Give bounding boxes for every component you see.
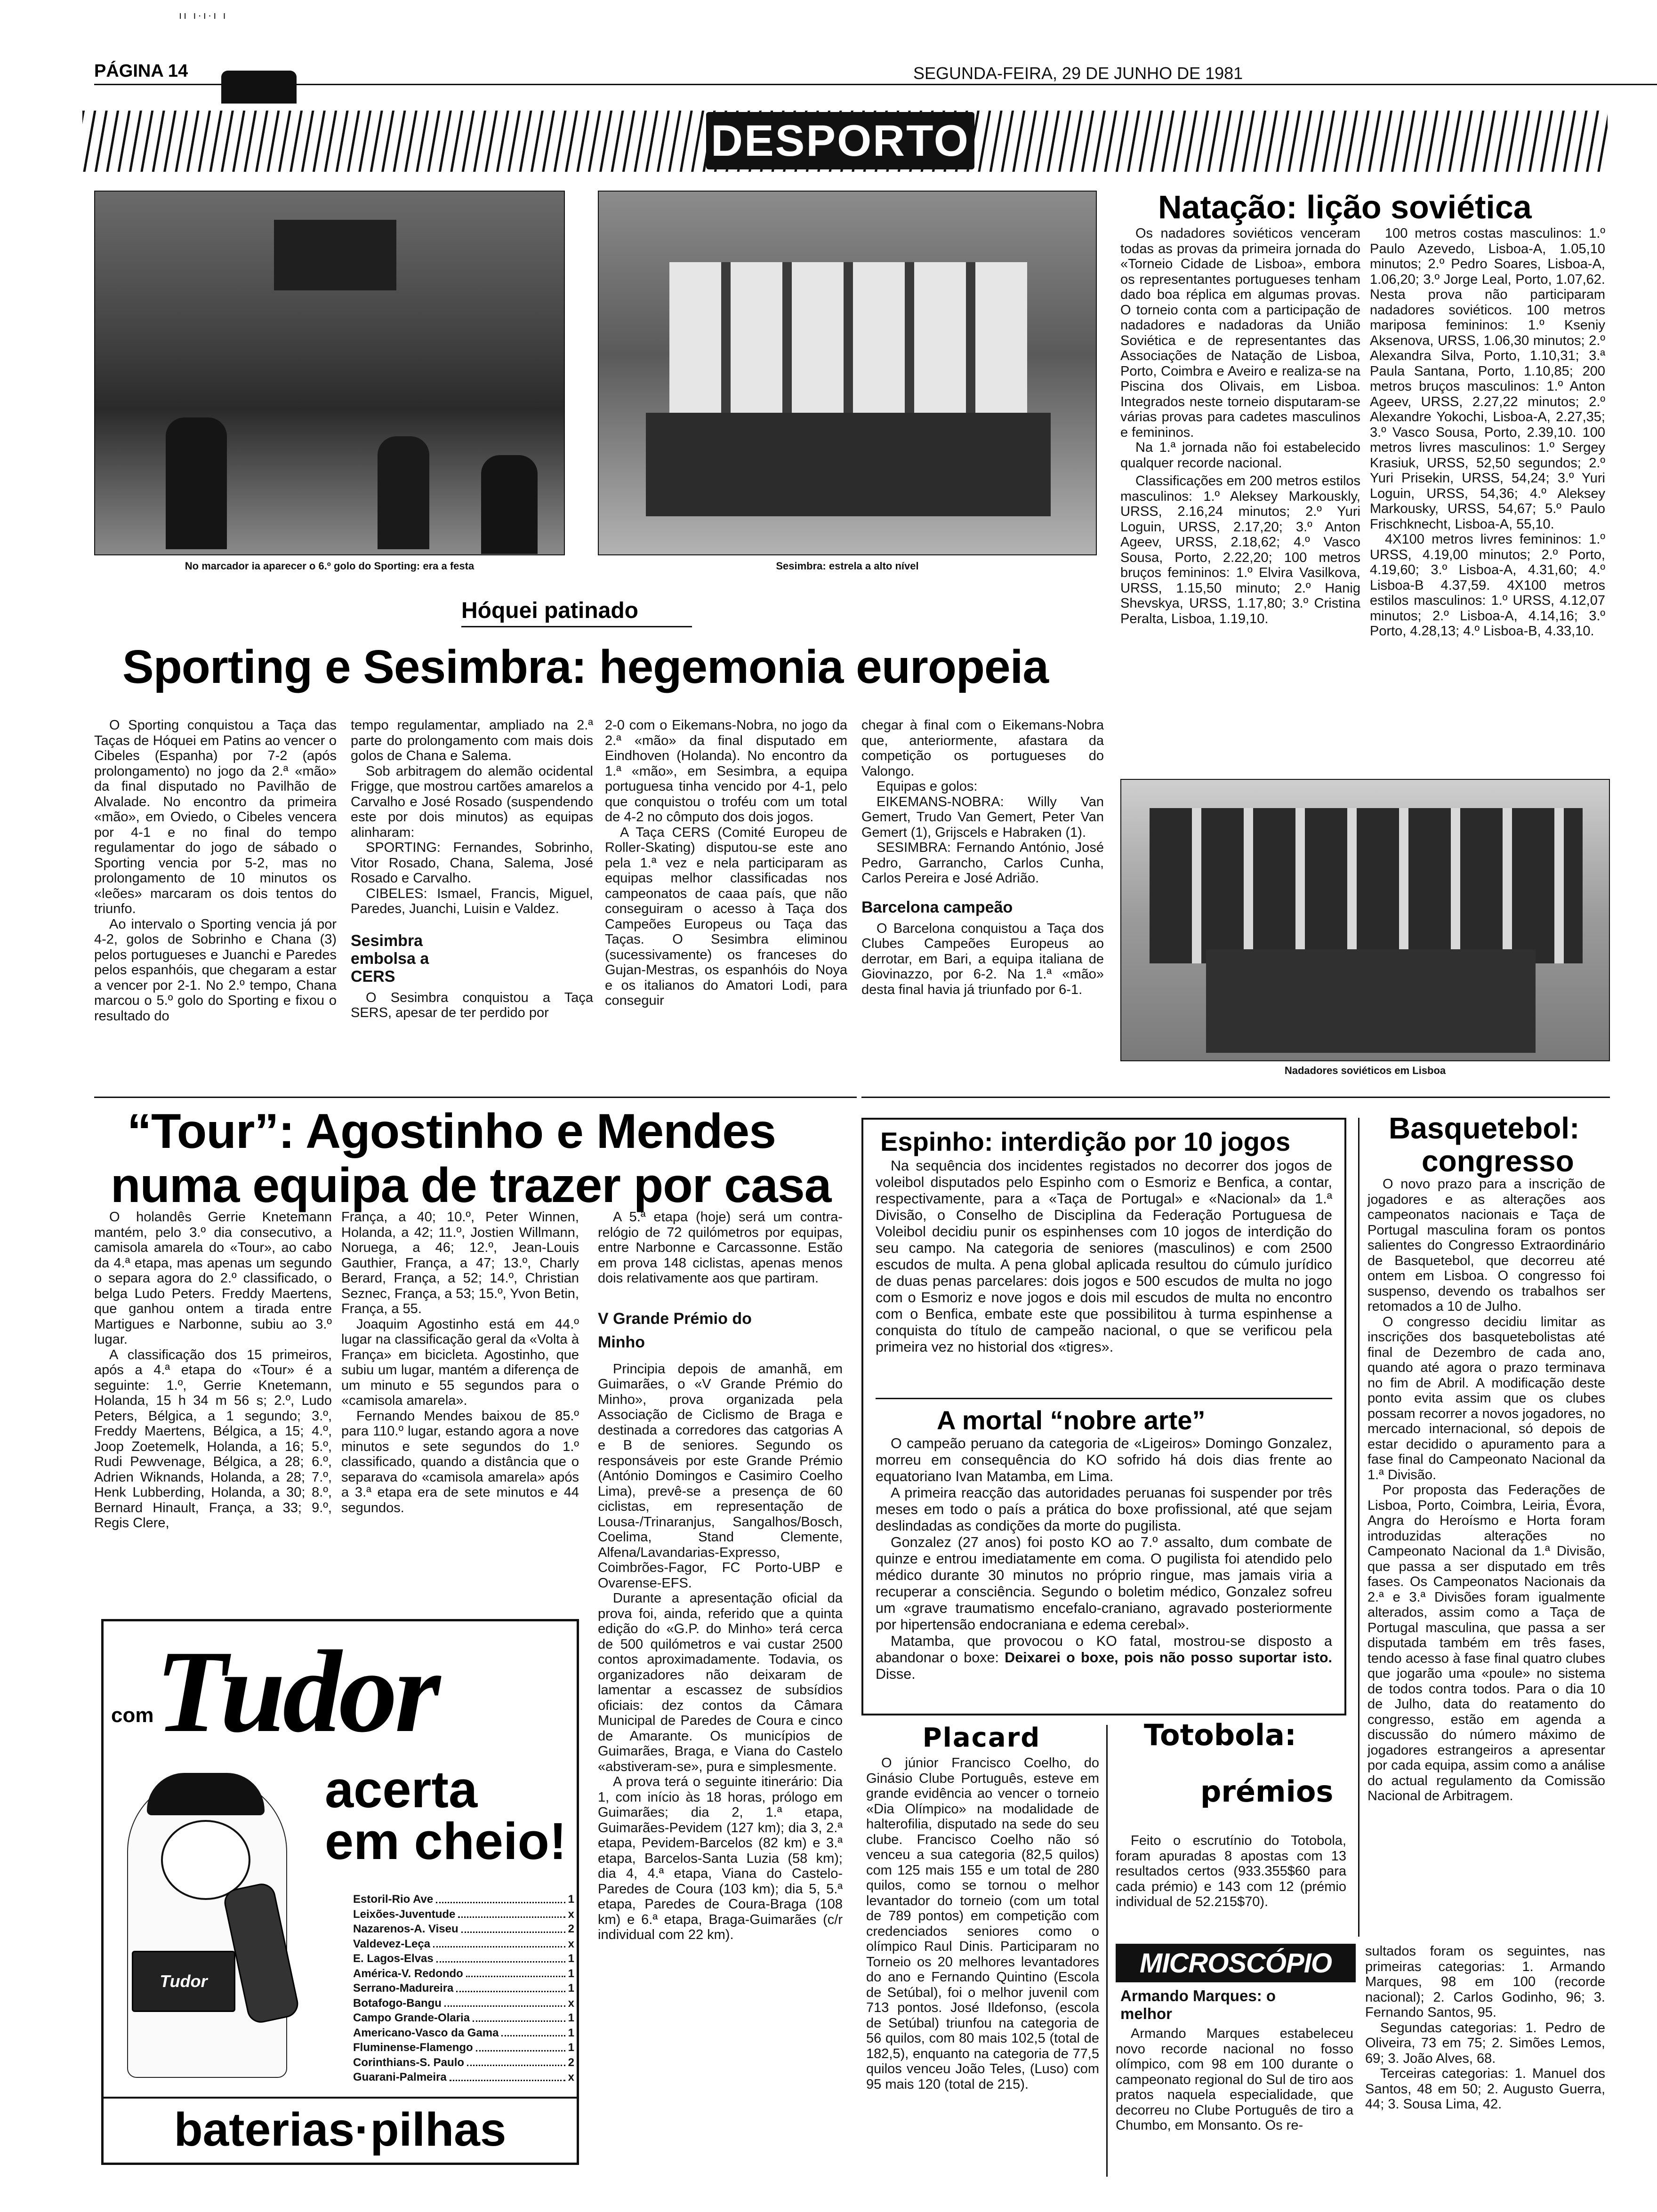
boxe-tail: Disse. (876, 1666, 916, 1682)
ad-game-name: Estoril-Rio Ave (353, 1893, 434, 1906)
ad-line1: acerta (325, 1761, 478, 1819)
ad-game-pick: 1 (568, 2026, 574, 2039)
basquete-title2: congresso (1422, 1144, 1574, 1178)
ad-game-pick: 1 (568, 2012, 574, 2024)
boxe-quote: Deixarei o boxe, pois não posso suportar isto. (1005, 1650, 1332, 1666)
espinho-title: Espinho: interdição por 10 jogos (880, 1127, 1291, 1156)
basquete-paragraph: O congresso decidiu limitar as inscrições dos basquetebolistas até final de Dezembro de cada ano, quando até agora o prazo terminava no fim de Abril. A modificação deste ponto evita assim que os clubes possam recorrer a novos jogadores, no mercado internacional, só depois de estar decidido o apuramento para a fase final do Campeonato Nacional da 1.ª Divisão. (1367, 1314, 1605, 1483)
ad-game-row (353, 2070, 574, 2085)
ad-game-name: Fluminense-Flamengo (353, 2041, 473, 2054)
tour-col2 (341, 1210, 579, 1515)
natacao-paragraph: Na 1.ª jornada não foi estabelecido qualquer recorde nacional. (1120, 440, 1360, 471)
ad-game-name: Leixões-Juventude (353, 1907, 456, 1921)
hoquei-title: Sporting e Sesimbra: hegemonia europeia (122, 641, 1049, 693)
natacao-paragraph: 4X100 metros livres femininos: 1.º URSS, 4.19,00 minutos; 2.º Porto, 4.19,60; 3.º Lisboa-A, 4.31,60; 4.º Lisboa-B 4.37,59. 4X100 metros estilos masculinos: 1.º URSS, 4.12,07 minutos; 2.º Lisboa-A, 4.14,16; 3.º Porto, 4.28,13; 4.º Lisboa-B, 4.33,10. (1370, 532, 1605, 639)
hoquei-paragraph: A Taça CERS (Comité Europeu de Roller-Skating) disputou-se este ano pela 1.ª vez e nela participaram as equipas melhor classificadas nos campeonatos de caaa país, que não conseguiram o acesso à Taça dos Campeões Europeus ou Taça das Taças. O Sesimbra eliminou (sucessivamente) os franceses do Gujan-Mestras, os espanhóis do Noya e os italianos do Amatori Lodi, para conseguir (605, 825, 847, 1008)
basquete-body (1367, 1177, 1605, 1804)
hoquei-paragraph: 2-0 com o Eikemans-Nobra, no jogo da 2.ª «mão» da final disputado em Eindhoven (Holanda). No encontro da 1.ª «mão», em Sesimbra, a equipa portuguesa tinha vencido por 4-1, pelo que conquistou o troféu com um total de 4-2 no cômputo dos dois jogos. (605, 718, 847, 825)
espinho-paragraph: Na sequência dos incidentes registados no decorrer dos jogos de voleibol disputados pelo Espinho com o Esmoriz e Benfica, a contar, respectivamente, para a «Taça de Portugal» e «Nacional» da 1.ª Divisão, o Conselho de Disciplina da Federação Portuguesa de Voleibol decidiu punir os espinhenses com 10 jogos de interdição do seu campo. Na categoria de seniores (masculinos) e com 2500 escudos de multa. A pena global aplicada resultou do cúmulo jurídico de duas penas parcelares: dois jogos e 500 escudos de multa no jogo com o Esmoriz e nove jogos e dois mil escudos de multa no encontro com o Benfica, embate este que possibilitou à turma espinhense a conquista do título de campeão nacional, o que se verificou pela primeira vez no historial dos «tigres». (876, 1158, 1332, 1355)
hoquei-col1 (94, 718, 337, 1024)
hoquei-paragraph: EIKEMANS-NOBRA: Willy Van Gemert, Trudo Van Gemert, Peter Van Gemert (1), Grijscels e Habraken (1). (861, 794, 1104, 840)
ad-game-name: Campo Grande-Olaria (353, 2012, 470, 2024)
totobola-title2: prémios (1200, 1774, 1334, 1809)
hoquei-paragraph: Sob arbitragem do alemão ocidental Frigge, que mostrou cartões amarelos a Carvalho e José Rosado (suspendendo este por dois minutos) as equipas alinharam: (351, 763, 593, 840)
ad-game-dots (444, 1996, 565, 2007)
hoquei-paragraph: CIBELES: Ismael, Francis, Miguel, Paredes, Juanchi, Luisin e Valdez. (351, 886, 593, 916)
ad-game-row (353, 2026, 574, 2041)
boxe-paragraph: O campeão peruano da categoria de «Ligeiros» Domingo Gonzalez, morreu em consequência do KO sofrido há dois dias frente ao equatoriano Ivan Matamba, em Lima. (876, 1435, 1332, 1484)
hoquei-paragraph: tempo regulamentar, ampliado na 2.ª parte do prolongamento com mais dois golos de Chana e Salema. (351, 718, 593, 763)
basquete-title1: Basquetebol: (1389, 1111, 1580, 1145)
ad-game-pick: 1 (568, 1893, 574, 1906)
ad-games-list (353, 1892, 574, 2085)
natacao-paragraph: Classificações em 200 metros estilos masculinos: 1.º Aleksey Markouskly, URSS, 2.16,24 minutos; 2.º Yuri Loguin, URSS, 2.17,20; 3.º Anton Ageev, URSS, 2.18,62; 4.º Vasco Sousa, Porto, 2.22,20; 100 metros bruços femininos: 1.º Elvira Vasilkova, URSS, 1.15,50 minuto; 2.º Hanig Shevskya, URSS, 1.17,80; 3.º Cristina Peralta, Lisboa, 1.19,10. (1120, 473, 1360, 626)
ad-game-name: E. Lagos-Elvas (353, 1952, 434, 1965)
boxe-paragraph: A primeira reacção das autoridades peruanas foi suspender por três meses em todo o país a prática do boxe profissional, até que sejam deslindadas as condições da morte do pugilista. (876, 1485, 1332, 1534)
ad-game-row (353, 1951, 574, 1966)
placard-title: Placard (922, 1723, 1041, 1753)
top-mark: ıı ı·ı·ı ı (179, 9, 228, 21)
hoquei-kicker: Hóquei patinado (461, 598, 638, 623)
battery-label: Tudor (160, 1972, 208, 1991)
date-line: SEGUNDA-FEIRA, 29 DE JUNHO DE 1981 (913, 64, 1243, 83)
espinho-body (876, 1158, 1332, 1355)
tour-paragraph: Joaquim Agostinho está em 44.º lugar na classificação geral da «Volta à França» em bicicleta. Agostinho, que subiu um lugar, mantém a diferença de um minuto e 55 segundos para o «camisola amarela». (341, 1316, 579, 1408)
scoreboard-shape (274, 220, 396, 290)
tour-paragraph: A classificação dos 15 primeiros, após a 4.ª etapa do «Tour» é a seguinte: 1.º, Gerrie Knetemann, Holanda, 15 h 34 m 56 s; 2.º, Ludo Peters, Bélgica, a 1 segundo; 3.º, Freddy Maertens, Bélgica, a 15; 4.º, Joop Zoetemelk, Holanda, a 16; 5.º, Rudi Pewvenage, Bélgica, a 28; 6.º, Adrien Wiknands, Holanda, a 28; 7.º, Henk Lubberding, Holanda, a 30; 8.º, Bernard Hinault, França, a 33; 9.º, Regis Clere, (94, 1347, 332, 1531)
boxe-paragraph (876, 1633, 1332, 1683)
divider (94, 1097, 857, 1098)
natacao-col2 (1370, 226, 1605, 639)
boxe-text: Matamba, que provocou o KO fatal, mostrou-se disposto a abandonar o boxe: (876, 1633, 1332, 1666)
tour-title-line2: numa equipa de trazer por casa (111, 1158, 831, 1213)
mascot-cap (147, 1773, 265, 1815)
hoquei-paragraph: chegar à final com o Eikemans-Nobra que, anteriormente, afastara da competição os portugueses do Valongo. (861, 718, 1104, 779)
boxe-body (876, 1435, 1332, 1683)
ad-game-pick: x (568, 1937, 574, 1950)
swimmers-row (1206, 949, 1536, 1053)
tiro-paragraph: Terceiras categorias: 1. Manuel dos Santos, 48 em 50; 2. Augusto Guerra, 44; 3. Sousa Lima, 42. (1365, 2066, 1605, 2112)
ad-game-row (353, 2040, 574, 2055)
hoquei-paragraph: SPORTING: Fernandes, Sobrinho, Vitor Rosado, Chana, Salema, José Rosado e Carvalho. (351, 840, 593, 886)
ad-game-name: Americano-Vasco da Gama (353, 2026, 499, 2039)
section-title-box (706, 112, 974, 169)
boxe-paragraph: Gonzalez (27 anos) foi posto KO ao 7.º assalto, dum combate de quinze e entrou imediatamente em coma. O pugilista foi atendido pelo médico durante 30 minutos no próprio ringue, mas jamais viria a recuperar a consciência. Segundo o boletim médico, Gonzalez sofreu um «grave traumatismo encefalo-craniano, agravado posteriormente por hipertensão endocraniana e edema cerebal». (876, 1534, 1332, 1633)
divider (876, 1398, 1332, 1399)
sesimbra-photo (598, 191, 1097, 555)
minho-paragraph: A prova terá o seguinte itinerário: Dia 1, com início às 18 horas, prólogo em Guimarães; dia 2, 1.ª etapa, Guimarães-Pevidem (127 km); dia 3, 2.ª etapa, Pevidem-Barcelos (82 km) e 3.ª etapa, Barcelos-Santa Luzia (58 km); dia 4, 4.ª etapa, Viana do Castelo-Paredes de Coura (103 km); dia 5, 5.ª etapa, Paredes de Coura-Braga (108 km) e 6.ª etapa, Braga-Guimarães (c/r individual com 22 km). (598, 1774, 843, 1942)
column-rule (1358, 1118, 1359, 1937)
totobola-body (1116, 1833, 1346, 1910)
tour-paragraph: França, a 40; 10.º, Peter Winnen, Holanda, a 42; 11.º, Jostien Willmann, Noruega, a 46; 12.º, Jean-Louis Gauthier, França, a 47; 13.º, Charly Berard, França, a 52; 14.º, Christian Seznec, França, a 53; 15.º, Yvon Betin, França, a 55. (341, 1210, 579, 1316)
natacao-title: Natação: lição soviética (1158, 189, 1532, 225)
page-label: PÁGINA 14 (94, 61, 188, 81)
hoquei-paragraph: SESIMBRA: Fernando António, José Pedro, Garrancho, Carlos Cunha, Carlos Pereira e José Adrião. (861, 840, 1104, 886)
hoquei-paragraph: Ao intervalo o Sporting vencia já por 4-2, golos de Sobrinho e Chana (3) pelos portugueses e Juanchi e Paredes pelos espanhóis, que chegaram a estar a vencer por 2-1. No 2.º tempo, Chana marcou o 5.º golo do Sporting e fixou o resultado do (94, 916, 337, 1024)
tour-col1 (94, 1210, 332, 1531)
placard-body (866, 1755, 1099, 2092)
ad-game-dots (461, 1922, 565, 1933)
hockey-caption: No marcador ia aparecer o 6.º golo do Sporting: era a festa (185, 560, 475, 572)
ad-game-row (353, 1937, 574, 1952)
divider (861, 1097, 1610, 1098)
basquete-paragraph: Por proposta das Federações de Lisboa, Porto, Coimbra, Leiria, Évora, Angra do Heroísmo e Horta foram introduzidas alterações no Campeonato Nacional da 1.ª Divisão, que passa a ser disputado em três fases. Os Campeonatos Nacionais da 2.ª e 3.ª Divisões foram igualmente alterados, assim como a Taça de Portugal masculina, que passa a ser disputada também em três fases, tendo acesso à fase final quatro clubes que jogarão uma «poule» no sistema de todos contra todos. Para o dia 10 de Julho, data do reatamento do congresso, estão em agenda a discussão do número máximo de jogadores estrangeiros a apresentar por cada equipa, assim como a análise do actual regulamento da Comissão Nacional de Arbitragem. (1367, 1483, 1605, 1803)
ad-game-name: Corinthians-S. Paulo (353, 2056, 465, 2069)
totobola-title1: Totobola: (1144, 1718, 1296, 1752)
column-rule (1106, 1725, 1108, 2177)
ad-game-dots (458, 1907, 565, 1918)
totobola-paragraph: Feito o escrutínio do Totobola, foram apuradas 8 apostas com 13 resultados certos (933.355$60 para cada prémio) e 143 com 12 (prémio individual de 52.215$70). (1116, 1833, 1346, 1909)
ad-com: com (111, 1704, 154, 1727)
ad-footer: baterias·pilhas (174, 2103, 507, 2156)
tour-title-line1: “Tour”: Agostinho e Mendes (127, 1104, 776, 1159)
section-title: DESPORTO (711, 116, 970, 165)
ad-game-dots (466, 1966, 565, 1978)
player-silhouette (166, 417, 227, 549)
microscopio-title: MICROSCÓPIO (1140, 1948, 1332, 1979)
hoquei-col2 (351, 718, 593, 1021)
ad-game-pick: 2 (568, 2056, 574, 2069)
hoquei-subhead: Barcelona campeão (861, 898, 1013, 916)
minho-paragraph: Durante a apresentação oficial da prova foi, ainda, referido que a quinta edição do «G.P. do Minho» terá cerca de 500 quilómetros e vai custar 2500 contos aproximadamente. Todavia, os organizadores não deixaram de lamentar a escassez de subsídios oficiais: dez contos da Câmara Municipal de Paredes de Coura e cinco de Amarante. Os municípios de Guimarães, Braga, e Viana do Castelo «abstiveram-se», pura e simplesmente. (598, 1591, 843, 1774)
ad-game-name: Serrano-Madureira (353, 1982, 454, 1995)
ad-game-row (353, 1996, 574, 2011)
basquete-paragraph: O novo prazo para a inscrição de jogadores e as alterações aos campeonatos nacionais e Taça de Portugal masculina foram os pontos salientes do Congresso Extraordinário de Basquetebol, que decorreu até ontem em Lisboa. O congresso foi suspenso, devendo os trabalhos ser retomados a 10 de Julho. (1367, 1177, 1605, 1314)
ad-brand: Tudor (155, 1627, 438, 1757)
microscopio-banner (1116, 1944, 1356, 1982)
hoquei-col4 (861, 718, 1104, 997)
team-row (669, 262, 1027, 432)
ad-game-pick: 1 (568, 1982, 574, 1995)
hoquei-paragraph: O Sporting conquistou a Taça das Taças de Hóquei em Patins ao vencer o Cibeles (Espanha) por 7-2 (após prolongamento) no jogo da 2.ª «mão» da final disputado no Pavilhão de Alvalade. No encontro da primeira «mão», em Oviedo, o Cibeles vencera por 4-1 e no final do tempo regulamentar do jogo de sábado o Sporting vencia por 5-2, mas no prolongamento de 10 minutos os «leões» marcaram os dois tentos do triunfo. (94, 718, 337, 916)
masthead-rule (94, 84, 1657, 85)
swimmers-row (1150, 808, 1583, 963)
ad-game-dots (433, 1937, 565, 1948)
ad-game-row (353, 1966, 574, 1981)
tour-col3 (598, 1210, 843, 1943)
ad-game-pick: x (568, 1996, 574, 2010)
ad-game-dots (473, 2011, 565, 2022)
ad-game-pick: x (568, 1907, 574, 1921)
boxe-title: A mortal “nobre arte” (937, 1405, 1206, 1435)
page-logo (221, 71, 297, 104)
player-silhouette (481, 455, 538, 554)
ad-game-name: Valdevez-Leça (353, 1937, 431, 1950)
kicker-underline (461, 626, 692, 627)
tour-paragraph: O holandês Gerrie Knetemann mantém, pelo 3.º dia consecutivo, a camisola amarela do «Tour», ao cabo da 4.ª etapa, mas apenas um segundo o separa agora do 2.º classificado, o belga Ludo Peters. Freddy Maertens, que ganhou ontem a tirada entre Martigues e Narbonne, subiu ao 3.º lugar. (94, 1210, 332, 1347)
ad-game-row (353, 1922, 574, 1937)
ad-game-pick: 1 (568, 2041, 574, 2054)
minho-paragraph: Principia depois de amanhã, em Guimarães, o «V Grande Prémio do Minho», prova organizada pela Associação de Ciclismo de Braga e destinada a corredores das catgorias A e B de seniores. Segundo os responsáveis por este Grande Prémio (António Domingos e Casimiro Coelho Lima), prevê-se a presença de 60 ciclistas, em representação de Lousa-/Trinaranjus, Sangalhos/Bosch, Coelima, Stand Clemente, Alfena/Lavandarias-Expresso, Coimbrões-Fagor, FC Porto-UBP e Ovarense-EFS. (598, 1361, 843, 1591)
hoquei-subhead: Sesimbra embolsa a CERS (351, 931, 429, 986)
soviet-swimmers-photo (1120, 779, 1610, 1061)
placard-title-box (861, 1723, 1102, 1752)
ad-game-row (353, 1981, 574, 1996)
player-silhouette (378, 436, 429, 549)
hoquei-paragraph: O Barcelona conquistou a Taça dos Clubes Campeões Europeus ao derrotar, em Bari, a equipa italiana de Giovinazzo, por 6-2. Na 1.ª «mão» desta final havia já triunfado por 6-1. (861, 921, 1104, 997)
team-row (646, 413, 1051, 516)
tiro-paragraph: Segundas categorias: 1. Pedro de Oliveira, 73 em 75; 2. Simões Lemos, 69; 3. João Alves, 68. (1365, 2020, 1605, 2066)
ad-game-dots (476, 2040, 565, 2052)
sesimbra-caption: Sesimbra: estrela a alto nível (776, 560, 919, 572)
ad-game-dots (456, 1981, 565, 1992)
ad-game-name: Botafogo-Bangu (353, 1996, 442, 2010)
natacao-col1 (1120, 226, 1360, 626)
tour-paragraph: A 5.ª etapa (hoje) será um contra-relógio de 72 quilómetros por equipas, entre Narbonne e Carcassonne. Estão em prova 148 ciclistas, apenas menos dois relativamente aos que partiram. (598, 1210, 843, 1286)
tudor-ad (101, 1619, 579, 2165)
placard-paragraph: O júnior Francisco Coelho, do Ginásio Clube Português, esteve em grande evidência ao vencer o torneio «Dia Olímpico» na modalidade de halterofilia, disputado na sede do seu clube. Francisco Coelho não só venceu a sua categoria (82,5 quilos) com 125 mais 155 e um total de 280 quilos, como se tornou o melhor levantador do torneio (com um total de 789 pontos) em competição com credenciados seniores como o olímpico Raul Dinis. Participaram no Torneio os 20 melhores levantadores do ano e Fernando Quintino (Escola de Setúbal), foi o melhor juvenil com 713 pontos. José Ildefonso, (escola de Setúbal) triunfou na categoria de 56 quilos, com 80 mais 102,5 (total de 182,5), enquanto na categoria de 77,5 quilos venceu João Teles, (Luso) com 95 mais 120 (total de 215). (866, 1755, 1099, 2092)
ad-game-pick: 1 (568, 1967, 574, 1980)
ad-game-row (353, 2055, 574, 2070)
microscopio-paragraph: Armando Marques estabeleceu novo recorde nacional no fosso olímpico, com 98 em 100 durante o campeonato regional do Sul de tiro aos pratos naquela especialidade, que decorreu no Clube Português de tiro a Chumbo, em Monsanto. Os re- (1116, 2026, 1353, 2133)
ad-game-pick: x (568, 2071, 574, 2084)
ad-game-name: Nazarenos-A. Viseu (353, 1923, 458, 1935)
ad-game-dots (436, 1951, 565, 1963)
natacao-paragraph: 100 metros costas masculinos: 1.º Paulo Azevedo, Lisboa-A, 1.05,10 minutos; 2.º Pedro Soares, Lisboa-A, 1.06,20; 3.º Jorge Leal, Porto, 1.07,62. Nesta prova não participaram nadadores soviéticos. 100 metros mariposa femininos: 1.º Kseniy Aksenova, URSS, 1.06,30 minutos; 2.º Alexandra Silva, Porto, 1.10,31; 3.ª Paula Santana, Porto, 1.10,85; 200 metros bruços masculinos: 1.º Anton Ageev, URSS, 2.27,22 minutos; 2.º Alexandre Yokochi, Lisboa-A, 2.27,35; 3.º Vasco Sousa, Porto, 2.39,10. 100 metros livres masculinos: 1.º Sergey Krasiuk, URSS, 52,50 segundos; 2.º Yuri Prisekin, URSS, 54,24; 3.º Yuri Loguin, URSS, 54,36; 4.º Aleksey Markousky, URSS, 54,67; 5.º Paulo Frischknecht, Lisboa-A, 55,10. (1370, 226, 1605, 532)
tour-paragraph: Fernando Mendes baixou de 85.º para 110.º lugar, estando agora a nove minutos e sete segundos do 1.º classificado, quando a distância que o separava do «camisola amarela» após a 3.ª etapa era de sete minutos e 44 segundos. (341, 1408, 579, 1515)
battery-shape (132, 1951, 235, 2012)
ad-game-name: América-V. Redondo (353, 1967, 463, 1980)
ad-game-row (353, 1892, 574, 1907)
microscopio-sub: Armando Marques: o melhor (1120, 1987, 1276, 2022)
ad-game-pick: 1 (568, 1952, 574, 1965)
ad-game-dots (436, 1892, 565, 1903)
microscopio-body (1116, 2026, 1353, 2133)
ad-game-row (353, 1907, 574, 1922)
hockey-photo (94, 191, 565, 555)
ad-game-dots (467, 2055, 565, 2067)
hoquei-paragraph: Equipas e golos: (877, 779, 978, 794)
ad-game-name: Guarani-Palmeira (353, 2071, 447, 2084)
soviet-caption: Nadadores soviéticos em Lisboa (1284, 1065, 1446, 1076)
ad-game-dots (450, 2070, 565, 2081)
tiro-body (1365, 1944, 1605, 2112)
natacao-paragraph: Os nadadores soviéticos venceram todas as provas da primeira jornada do «Torneio Cidade de Lisboa», embora os representantes portugueses tenham dado boa réplica em algumas provas. O torneio conta com a participação de nadadores e nadadoras da União Soviética e de representantes das Associações de Natação de Lisboa, Porto, Coimbra e Aveiro e realiza-se na Piscina dos Olivais, em Lisboa. Integrados neste torneio disputaram-se várias provas para cadetes masculinos e femininos. (1120, 226, 1360, 440)
hoquei-col3 (605, 718, 847, 1009)
tiro-paragraph: sultados foram os seguintes, nas primeiras categorias: 1. Armando Marques, 98 em 100 (recorde nacional); 2. Carlos Godinho, 96; 3. Fernando Santos, 95. (1365, 1944, 1605, 2020)
minho-subhead: V Grande Prémio do Minho (598, 1309, 752, 1351)
ad-footer-rule (104, 2097, 577, 2099)
ad-line2: em cheio! (325, 1812, 567, 1870)
hoquei-paragraph: O Sesimbra conquistou a Taça SERS, apesar de ter perdido por (351, 990, 593, 1020)
ad-game-pick: 2 (568, 1923, 574, 1935)
ad-game-row (353, 2011, 574, 2026)
ad-game-dots (501, 2026, 565, 2037)
